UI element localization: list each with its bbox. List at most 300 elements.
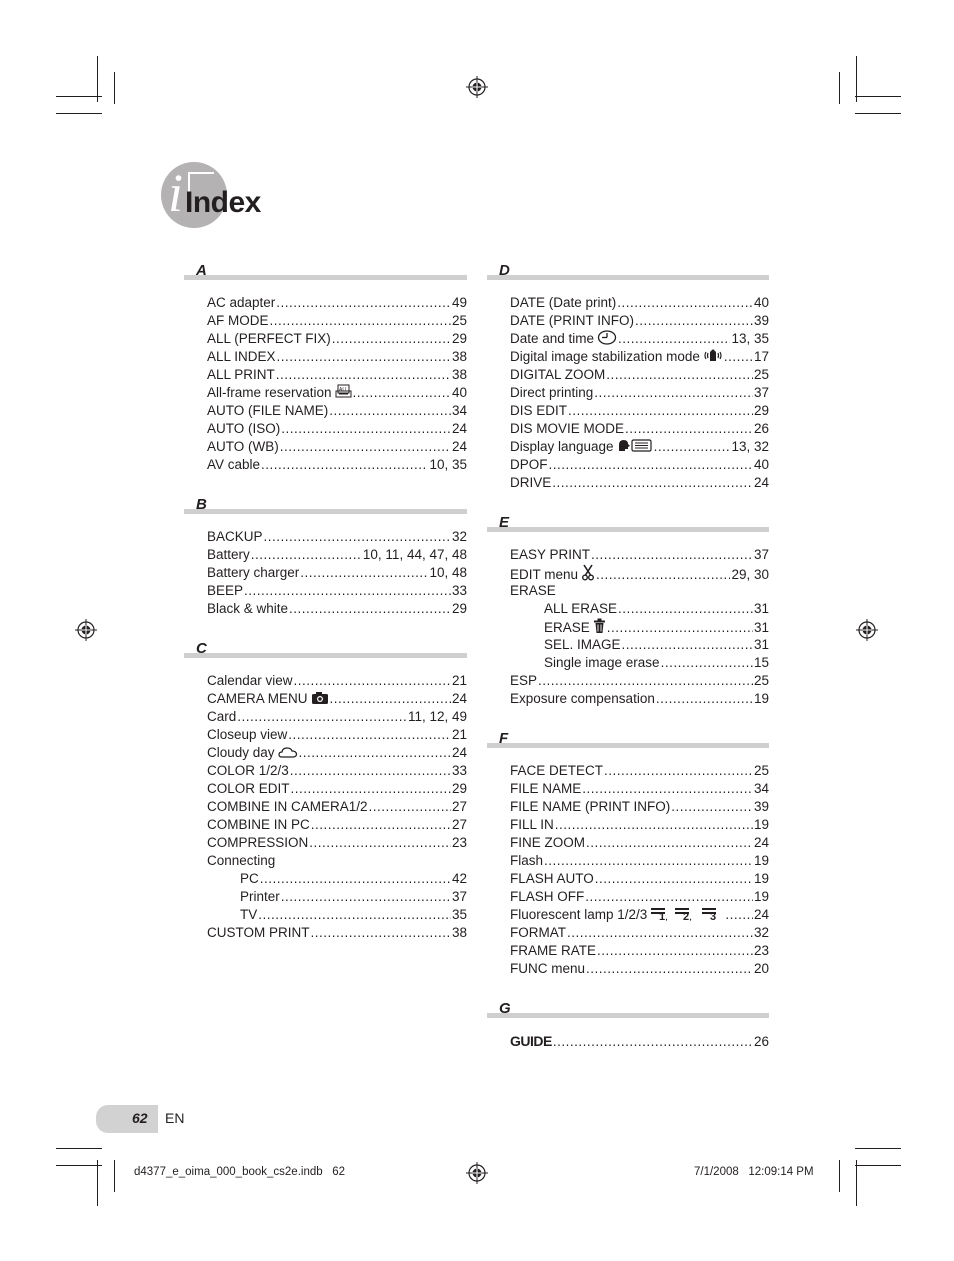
index-entry: [184, 708, 467, 726]
index-entry: [184, 564, 467, 582]
index-entry: [184, 384, 467, 402]
entry-label-text: COMPRESSION: [207, 835, 309, 850]
dot-leader: [281, 420, 451, 438]
entry-label-text: Battery charger: [207, 565, 300, 580]
crop-mark: [97, 56, 98, 102]
index-entry: [487, 906, 769, 924]
dot-leader: [618, 330, 730, 348]
dot-leader: [299, 744, 451, 762]
index-entry: [487, 564, 769, 582]
svg-text:1: 1: [659, 911, 666, 921]
entry-page-reference: 24: [451, 745, 467, 760]
section-header: [487, 1000, 769, 1020]
dot-leader: [604, 762, 753, 780]
entry-label-text: ALL ERASE: [544, 601, 618, 616]
dot-leader: [725, 906, 753, 924]
entry-label-text: DATE (PRINT INFO): [510, 313, 634, 328]
entry-label: [510, 312, 634, 330]
entry-label-text: Printer: [240, 889, 280, 904]
entry-label: [510, 852, 543, 870]
dot-leader: [261, 456, 428, 474]
dot-leader: [568, 402, 753, 420]
dot-leader: [585, 888, 753, 906]
section-spacer: [184, 474, 467, 496]
language-code: EN: [165, 1110, 185, 1126]
entry-label-text: ESP: [510, 673, 538, 688]
entry-label: [207, 780, 290, 798]
index-entry: [184, 312, 467, 330]
crop-mark: [855, 113, 901, 114]
entry-label-text: AUTO (ISO): [207, 421, 281, 436]
entry-list: [487, 534, 769, 708]
crop-mark: [56, 1148, 102, 1149]
index-entry: [184, 726, 467, 744]
entry-label: [207, 744, 298, 764]
index-entry: [487, 402, 769, 420]
entry-label-text: FINE ZOOM: [510, 835, 585, 850]
entry-label-text: ERASE: [510, 583, 556, 598]
entry-page-reference: 34: [451, 403, 467, 418]
dot-leader: [311, 816, 451, 834]
print-slug-date: 7/1/2008 12:09:14 PM: [694, 1166, 814, 1178]
section-spacer: [487, 1050, 769, 1072]
index-entry: [487, 690, 769, 708]
dot-leader: [311, 924, 451, 942]
entry-label-text: DPOF: [510, 457, 548, 472]
entry-page-reference: 13, 32: [731, 439, 769, 454]
entry-label-text: COLOR 1/2/3: [207, 763, 289, 778]
index-entry: [487, 294, 769, 312]
index-entry: [487, 600, 769, 618]
index-entry: [184, 420, 467, 438]
entry-label: [207, 366, 275, 384]
entry-label: [207, 708, 236, 726]
index-entry: [487, 312, 769, 330]
scissors-icon: [581, 564, 595, 586]
entry-page-reference: 42: [451, 871, 467, 886]
dot-leader: [544, 852, 753, 870]
entry-page-reference: 29: [451, 331, 467, 346]
entry-label-text: FILE NAME: [510, 781, 582, 796]
crop-mark: [56, 113, 102, 114]
dot-leader: [596, 566, 730, 584]
index-section-e: [487, 514, 769, 708]
entry-page-reference: 19: [753, 691, 769, 706]
entry-label-text: TV: [240, 907, 258, 922]
index-entry: [184, 924, 467, 942]
entry-label-text: EDIT menu: [510, 567, 579, 582]
index-entry: [487, 330, 769, 348]
entry-label: [240, 888, 280, 906]
entry-label-text: FILL IN: [510, 817, 554, 832]
dot-leader: [538, 672, 753, 690]
entry-label-text: ERASE: [544, 620, 590, 635]
index-entry: [184, 744, 467, 762]
entry-label-text: Battery: [207, 547, 250, 562]
section-header: [184, 640, 467, 660]
entry-label: [510, 888, 584, 906]
dot-leader: [280, 438, 451, 456]
index-entry: [487, 960, 769, 978]
section-divider-bar: [184, 509, 467, 514]
dot-leader: [607, 619, 753, 637]
entry-label: [207, 582, 243, 600]
dot-leader: [724, 348, 753, 366]
entry-label: [510, 420, 624, 438]
dot-leader: [353, 384, 451, 402]
index-entry: [487, 348, 769, 366]
dot-leader: [258, 906, 451, 924]
entry-label: [207, 294, 275, 312]
entry-label: [510, 798, 670, 816]
dot-leader: [244, 582, 451, 600]
dot-leader: [606, 366, 753, 384]
dot-leader: [555, 816, 753, 834]
entry-label-text: AUTO (FILE NAME): [207, 403, 329, 418]
entry-label-text: Flash: [510, 853, 544, 868]
entry-label-text: FLASH OFF: [510, 889, 585, 904]
section-header: [487, 262, 769, 282]
entry-label: [510, 582, 556, 600]
section-letter: F: [499, 730, 509, 747]
entry-label-text: FUNC menu: [510, 961, 586, 976]
index-entry: [184, 600, 467, 618]
dot-leader: [332, 330, 451, 348]
index-entry: [487, 780, 769, 798]
dot-leader: [288, 726, 451, 744]
dot-leader: [251, 546, 362, 564]
entry-page-reference: 37: [451, 889, 467, 904]
entry-list: [184, 282, 467, 474]
entry-page-reference: 25: [753, 673, 769, 688]
entry-label: [207, 438, 279, 456]
index-entry: [184, 798, 467, 816]
entry-label-text: PC: [240, 871, 259, 886]
entry-label: [510, 834, 585, 852]
index-entry: [487, 924, 769, 942]
crop-mark: [97, 1160, 98, 1206]
dot-leader: [276, 294, 451, 312]
entry-label-text: Fluorescent lamp 1/2/3: [510, 907, 648, 922]
entry-label: [207, 384, 352, 404]
entry-label-text: COMBINE IN PC: [207, 817, 310, 832]
index-entry: [487, 942, 769, 960]
entry-label-text: Black & white: [207, 601, 289, 616]
entry-label-text: AF MODE: [207, 313, 269, 328]
entry-label-text: Direct printing: [510, 385, 594, 400]
index-section-f: [487, 730, 769, 978]
index-entry: [184, 546, 467, 564]
entry-label: [207, 546, 250, 564]
entry-page-reference: 37: [753, 547, 769, 562]
dot-leader: [260, 870, 451, 888]
entry-list: [487, 750, 769, 978]
dot-leader: [591, 546, 753, 564]
dot-leader: [618, 600, 753, 618]
entry-label: [207, 816, 310, 834]
registration-mark-icon: [466, 1162, 488, 1184]
index-entry: [487, 366, 769, 384]
entry-label-text: AC adapter: [207, 295, 276, 310]
index-entry: [487, 474, 769, 492]
index-entry: [184, 762, 467, 780]
entry-page-reference: 24: [451, 691, 467, 706]
fluorescent-icons: [650, 906, 724, 926]
entry-label: [510, 960, 585, 978]
index-entry: [184, 780, 467, 798]
entry-label-text: FACE DETECT: [510, 763, 604, 778]
entry-page-reference: 40: [753, 457, 769, 472]
entry-label-text: FILE NAME (PRINT INFO): [510, 799, 671, 814]
section-header: [487, 730, 769, 750]
index-entry: [487, 384, 769, 402]
dot-leader: [597, 942, 753, 960]
entry-page-reference: 31: [753, 620, 769, 635]
entry-label: [207, 834, 308, 852]
entry-label: [207, 564, 299, 582]
entry-page-reference: 32: [753, 925, 769, 940]
crop-mark: [839, 1160, 840, 1192]
index-entry: [184, 690, 467, 708]
entry-label-text: Date and time: [510, 331, 595, 346]
entry-label-text: FLASH AUTO: [510, 871, 594, 886]
dot-leader: [330, 690, 451, 708]
section-header: [184, 262, 467, 282]
dot-leader: [276, 366, 451, 384]
section-divider-bar: [487, 743, 769, 748]
index-entry: [487, 636, 769, 654]
entry-label-text: Card: [207, 709, 237, 724]
entry-label-text: DIS MOVIE MODE: [510, 421, 625, 436]
entry-list: [184, 660, 467, 942]
entry-label: [510, 294, 616, 312]
entry-label: [207, 762, 289, 780]
section-header: [487, 514, 769, 534]
info-i-glyph: i: [168, 163, 184, 223]
entry-label-text: FORMAT: [510, 925, 566, 940]
index-entry: [184, 816, 467, 834]
dot-leader: [595, 870, 753, 888]
entry-label-text: COLOR EDIT: [207, 781, 290, 796]
entry-label-text: ALL (PERFECT FIX): [207, 331, 331, 346]
crop-mark: [855, 1165, 901, 1166]
entry-page-reference: 39: [753, 799, 769, 814]
entry-label: [510, 780, 581, 798]
entry-page-reference: 33: [451, 583, 467, 598]
entry-page-reference: 31: [753, 601, 769, 616]
entry-page-reference: 38: [451, 367, 467, 382]
section-spacer: [487, 978, 769, 1000]
dot-leader: [552, 474, 753, 492]
entry-page-reference: 24: [451, 439, 467, 454]
all-frame-print-icon: [335, 384, 352, 404]
entry-label-text: ALL INDEX: [207, 349, 276, 364]
dot-leader: [622, 636, 753, 654]
entry-page-reference: 38: [451, 349, 467, 364]
section-letter: D: [499, 262, 510, 279]
entry-page-reference: 39: [753, 313, 769, 328]
index-entry: [487, 546, 769, 564]
entry-label: [207, 348, 276, 366]
entry-label: [510, 456, 548, 474]
index-entry: [487, 438, 769, 456]
entry-label: [207, 690, 329, 710]
entry-label-text: All-frame reservation: [207, 385, 332, 400]
dot-leader: [291, 780, 451, 798]
section-letter: A: [196, 262, 207, 279]
index-entry: [487, 456, 769, 474]
index-entry: [487, 816, 769, 834]
dot-leader: [264, 528, 451, 546]
index-entry: [487, 618, 769, 636]
registration-mark-icon: [856, 619, 878, 641]
svg-text:,: ,: [665, 911, 669, 921]
index-entry: [184, 330, 467, 348]
dot-leader: [661, 654, 753, 672]
entry-label-text: Digital image stabilization mode: [510, 349, 700, 364]
dot-leader: [617, 294, 753, 312]
dot-leader: [300, 564, 428, 582]
dot-leader: [277, 348, 451, 366]
dot-leader: [289, 600, 451, 618]
entry-label: [510, 1032, 552, 1050]
entry-label: [510, 924, 566, 942]
index-entry: [184, 402, 467, 420]
entry-label: [207, 600, 288, 618]
entry-label: [510, 690, 655, 708]
entry-label: [207, 456, 260, 474]
section-spacer: [487, 708, 769, 730]
index-entry: [184, 870, 467, 888]
entry-label-text: Display language: [510, 439, 614, 454]
entry-page-reference: 13, 35: [731, 331, 769, 346]
entry-page-reference: 26: [753, 421, 769, 436]
index-entry: [487, 420, 769, 438]
index-column-right: [487, 262, 769, 1072]
index-entry: [184, 888, 467, 906]
entry-label: [544, 600, 617, 618]
entry-page-reference: 49: [451, 295, 467, 310]
dot-leader: [281, 888, 451, 906]
index-entry: [184, 852, 467, 870]
entry-label-text: DIS EDIT: [510, 403, 568, 418]
index-entry: [184, 438, 467, 456]
entry-label: [510, 672, 537, 690]
entry-label: [510, 546, 590, 564]
section-divider-bar: [184, 653, 467, 658]
entry-label-text: BACKUP: [207, 529, 263, 544]
entry-page-reference: 34: [753, 781, 769, 796]
crop-mark: [56, 1165, 102, 1166]
page-title: Index: [185, 186, 261, 219]
entry-label: [207, 726, 287, 744]
dot-leader: [635, 312, 753, 330]
index-section-c: [184, 640, 467, 942]
page-number: 62: [132, 1110, 148, 1126]
dot-leader: [309, 834, 451, 852]
page-number-tab: [96, 1105, 158, 1133]
entry-label-text: DRIVE: [510, 475, 552, 490]
entry-label: [207, 312, 269, 330]
entry-label: [207, 852, 275, 870]
clock-icon: [597, 330, 617, 350]
entry-page-reference: 40: [451, 385, 467, 400]
entry-page-reference: 24: [753, 835, 769, 850]
dot-leader: [656, 690, 753, 708]
entry-label-text: CAMERA MENU: [207, 691, 308, 706]
entry-page-reference: 38: [451, 925, 467, 940]
index-column-left: [184, 262, 467, 964]
entry-label-text: Cloudy day: [207, 745, 275, 760]
entry-page-reference: 24: [451, 421, 467, 436]
entry-page-reference: 24: [753, 475, 769, 490]
entry-page-reference: 17: [753, 349, 769, 364]
entry-label-text: SEL. IMAGE: [544, 637, 621, 652]
index-section-d: [487, 262, 769, 492]
dot-leader: [270, 312, 451, 330]
entry-page-reference: 23: [753, 943, 769, 958]
entry-label-text: DIGITAL ZOOM: [510, 367, 606, 382]
entry-label: [510, 348, 723, 368]
entry-page-reference: 19: [753, 817, 769, 832]
entry-page-reference: 20: [753, 961, 769, 976]
entry-list: [487, 282, 769, 492]
entry-label-text: BEEP: [207, 583, 244, 598]
entry-page-reference: 40: [753, 295, 769, 310]
index-entry: [487, 672, 769, 690]
entry-page-reference: 29: [451, 601, 467, 616]
entry-label: [207, 420, 280, 438]
dot-leader: [553, 1033, 753, 1051]
entry-page-reference: 15: [753, 655, 769, 670]
registration-mark-icon: [466, 76, 488, 98]
entry-page-reference: 24: [753, 907, 769, 922]
dot-leader: [237, 708, 407, 726]
entry-label: [510, 816, 554, 834]
crop-mark: [855, 96, 901, 97]
crop-mark: [114, 1160, 115, 1192]
entry-label: [207, 528, 263, 546]
entry-label: [510, 906, 724, 926]
index-section-a: [184, 262, 467, 474]
index-entry: [184, 906, 467, 924]
entry-label: [510, 870, 594, 888]
crop-mark: [855, 1148, 901, 1149]
entry-label: [544, 654, 660, 672]
index-entry: [487, 852, 769, 870]
section-spacer: [184, 942, 467, 964]
dot-leader: [294, 672, 451, 690]
crop-mark: [856, 1160, 857, 1206]
entry-list: [184, 516, 467, 618]
section-divider-bar: [184, 275, 467, 280]
index-entry: [487, 1032, 769, 1050]
entry-label-text: DATE (Date print): [510, 295, 617, 310]
index-section-b: [184, 496, 467, 618]
entry-label: [207, 672, 293, 690]
entry-page-reference: 31: [753, 637, 769, 652]
entry-label: [240, 870, 259, 888]
index-entry: [487, 582, 769, 600]
section-letter: G: [499, 1000, 511, 1017]
entry-label: [510, 366, 605, 384]
entry-label-text: AUTO (WB): [207, 439, 279, 454]
entry-page-reference: 33: [451, 763, 467, 778]
registration-mark-icon: [75, 619, 97, 641]
entry-label-text: Calendar view: [207, 673, 293, 688]
dot-leader: [369, 798, 451, 816]
entry-page-reference: 21: [451, 727, 467, 742]
